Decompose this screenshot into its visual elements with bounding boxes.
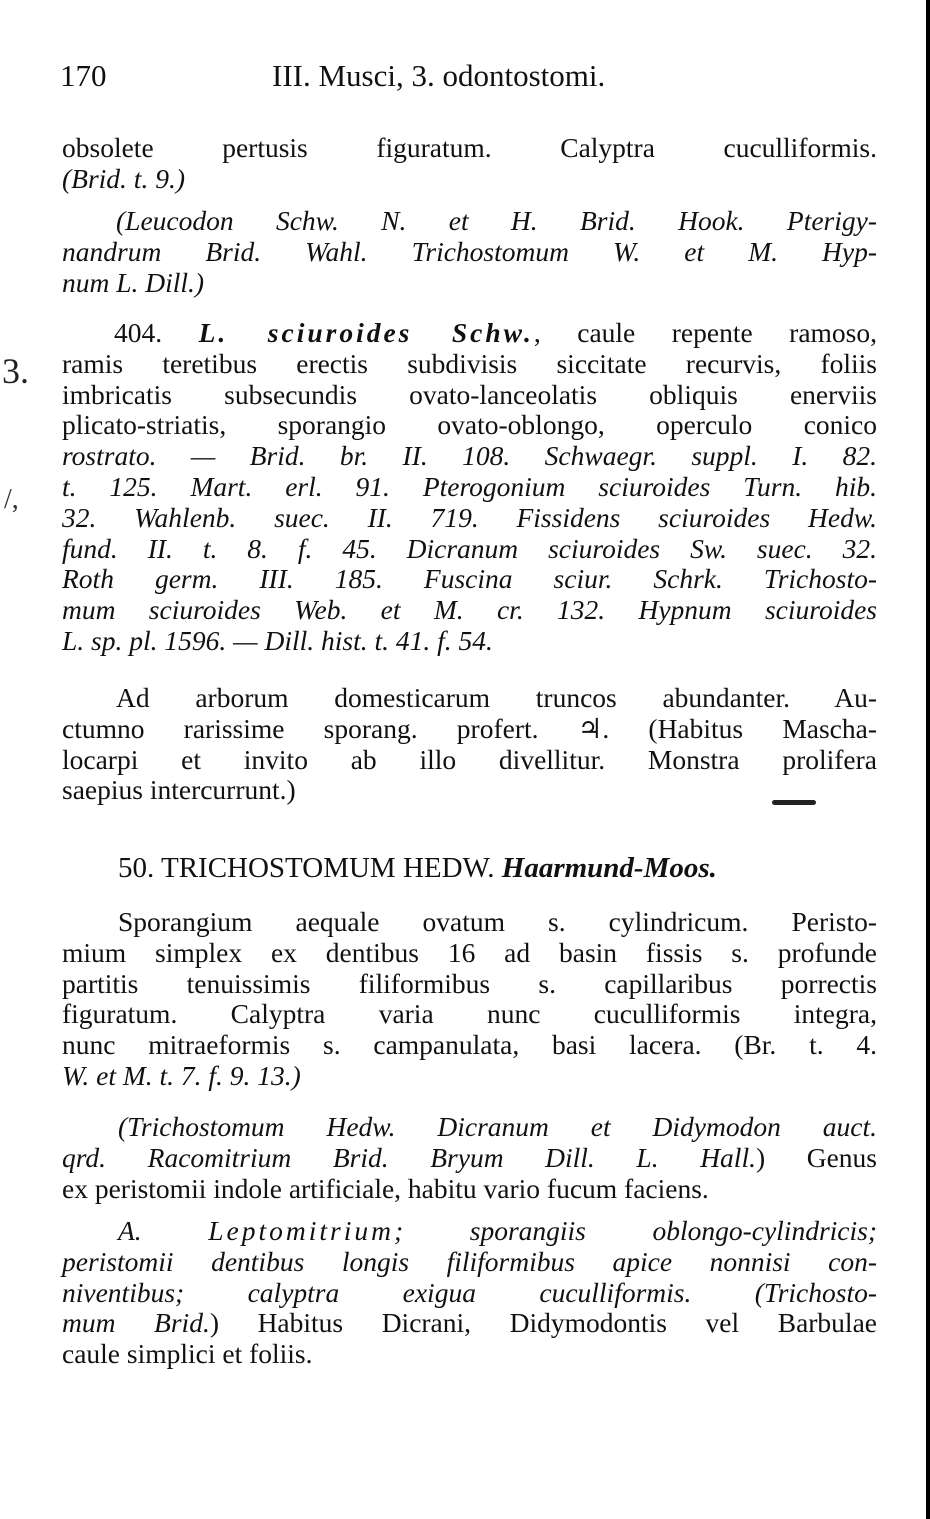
running-title: III. Musci, 3. odontostomi. (272, 58, 606, 93)
page-number: 170 (60, 58, 107, 93)
text-line: niventibus; calyptra exigua cuculliformis. (Trichosto- (62, 1276, 877, 1308)
genus-heading (118, 852, 717, 885)
section-ref: mum Brid. (62, 1307, 210, 1339)
text-line: locarpi et invito ab illo divellitur. Monstra prolifera (62, 743, 877, 775)
text-line: rostrato. — Brid. br. II. 108. Schwaegr. suppl. I. 82. (62, 440, 877, 472)
text-line (62, 1216, 877, 1247)
text-line: mum sciuroides Web. et M. cr. 132. Hypnum sciuroides (62, 594, 877, 626)
text-line: ctumno rarissime sporang. profert. ♃. (Habitus Mascha- (62, 712, 877, 744)
text-line: plicato-striatis, sporangio ovato-oblongo, operculo conico (62, 409, 877, 441)
text-line: figuratum. Calyptra varia nunc cuculliformis integra, (62, 998, 877, 1030)
text-line (62, 1308, 877, 1339)
genus-synonyms (62, 1112, 877, 1204)
habitat-paragraph (62, 683, 877, 806)
section-desc-start: ; sporangiis oblongo-cylindricis; (394, 1215, 877, 1246)
text-line: Sporangium aequale ovatum s. cylindricum. Peristo- (118, 906, 877, 937)
text-line: partitis tenuissimis filiformibus s. capillaribus porrectis (62, 967, 877, 999)
species-desc-start: , caule repente ramoso, (533, 317, 877, 348)
text-line: ex peristomii indole artificiale, habitu vario fucum faciens. (62, 1172, 709, 1204)
text-line: t. 125. Mart. erl. 91. Pterogonium sciuroides Turn. hib. (62, 470, 877, 502)
section-a-leptomitrium (62, 1216, 877, 1370)
text-line: obsolete pertusis figuratum. Calyptra cuculliformis. (62, 132, 877, 163)
species-name: L. sciuroides Schw. (198, 317, 534, 348)
text-line: fund. II. t. 8. f. 45. Dicranum sciuroides Sw. suec. 32. (62, 532, 877, 564)
text-line: imbricatis subsecundis ovato-lanceolatis obliquis enerviis (62, 378, 877, 410)
text-line: Ad arborum domesticarum truncos abundanter. Au- (116, 682, 877, 713)
page-edge-shadow (926, 0, 930, 1519)
section-habitus: ) Habitus Dicrani, Didymodontis vel Barbulae (209, 1307, 877, 1339)
section-name: Leptomitrium (208, 1215, 394, 1246)
section-label: A. (118, 1215, 142, 1246)
genus-name: TRICHOSTOMUM HEDW. (160, 852, 495, 884)
margin-note-3: 3. (2, 351, 29, 391)
text-line: 32. Wahlenb. suec. II. 719. Fissidens sciuroides Hedw. (62, 501, 877, 533)
synonym-tail: ) Genus (755, 1141, 877, 1173)
text-line: caule simplici et foliis. (62, 1338, 313, 1370)
genus-german-name: Haarmund-Moos. (501, 852, 717, 884)
text-line: peristomii dentibus longis filiformibus apice nonnisi con- (62, 1245, 877, 1277)
species-404-entry (62, 318, 877, 657)
genus-description (62, 907, 877, 1092)
text-line: (Leucodon Schw. N. et H. Brid. Hook. Pterigy- (116, 205, 877, 236)
text-line: saepius intercurrunt.) (62, 774, 296, 806)
ink-dash-mark (772, 800, 816, 805)
synonym-authors: qrd. Racomitrium Brid. Bryum Dill. L. Hall. (62, 1141, 756, 1173)
text-line (62, 318, 877, 349)
text-line: nandrum Brid. Wahl. Trichostomum W. et M. Hyp- (62, 235, 877, 267)
text-line (62, 1143, 877, 1174)
text-line: mium simplex ex dentibus 16 ad basin fissis s. profunde (62, 936, 877, 968)
text-line: L. sp. pl. 1596. — Dill. hist. t. 41. f. 54. (62, 624, 493, 656)
text-line: (Trichostomum Hedw. Dicranum et Didymodon auct. (118, 1111, 877, 1142)
paragraph-calyptra (62, 133, 877, 195)
genus-number: 50. (118, 852, 155, 884)
text-line: ramis teretibus erectis subdivisis siccitate recurvis, foliis (62, 347, 877, 379)
text-line: num L. Dill.) (62, 266, 205, 298)
margin-tick: /, (4, 484, 19, 515)
text-line: (Brid. t. 9.) (62, 162, 185, 194)
text-line: Roth germ. III. 185. Fuscina sciur. Schrk. Trichosto- (62, 563, 877, 595)
text-line: nunc mitraeformis s. campanulata, basi lacera. (Br. t. 4. (62, 1029, 877, 1061)
paragraph-synonyms-leucodon (62, 206, 877, 298)
species-number: 404. (114, 317, 163, 348)
text-line: W. et M. t. 7. f. 9. 13.) (62, 1059, 301, 1091)
